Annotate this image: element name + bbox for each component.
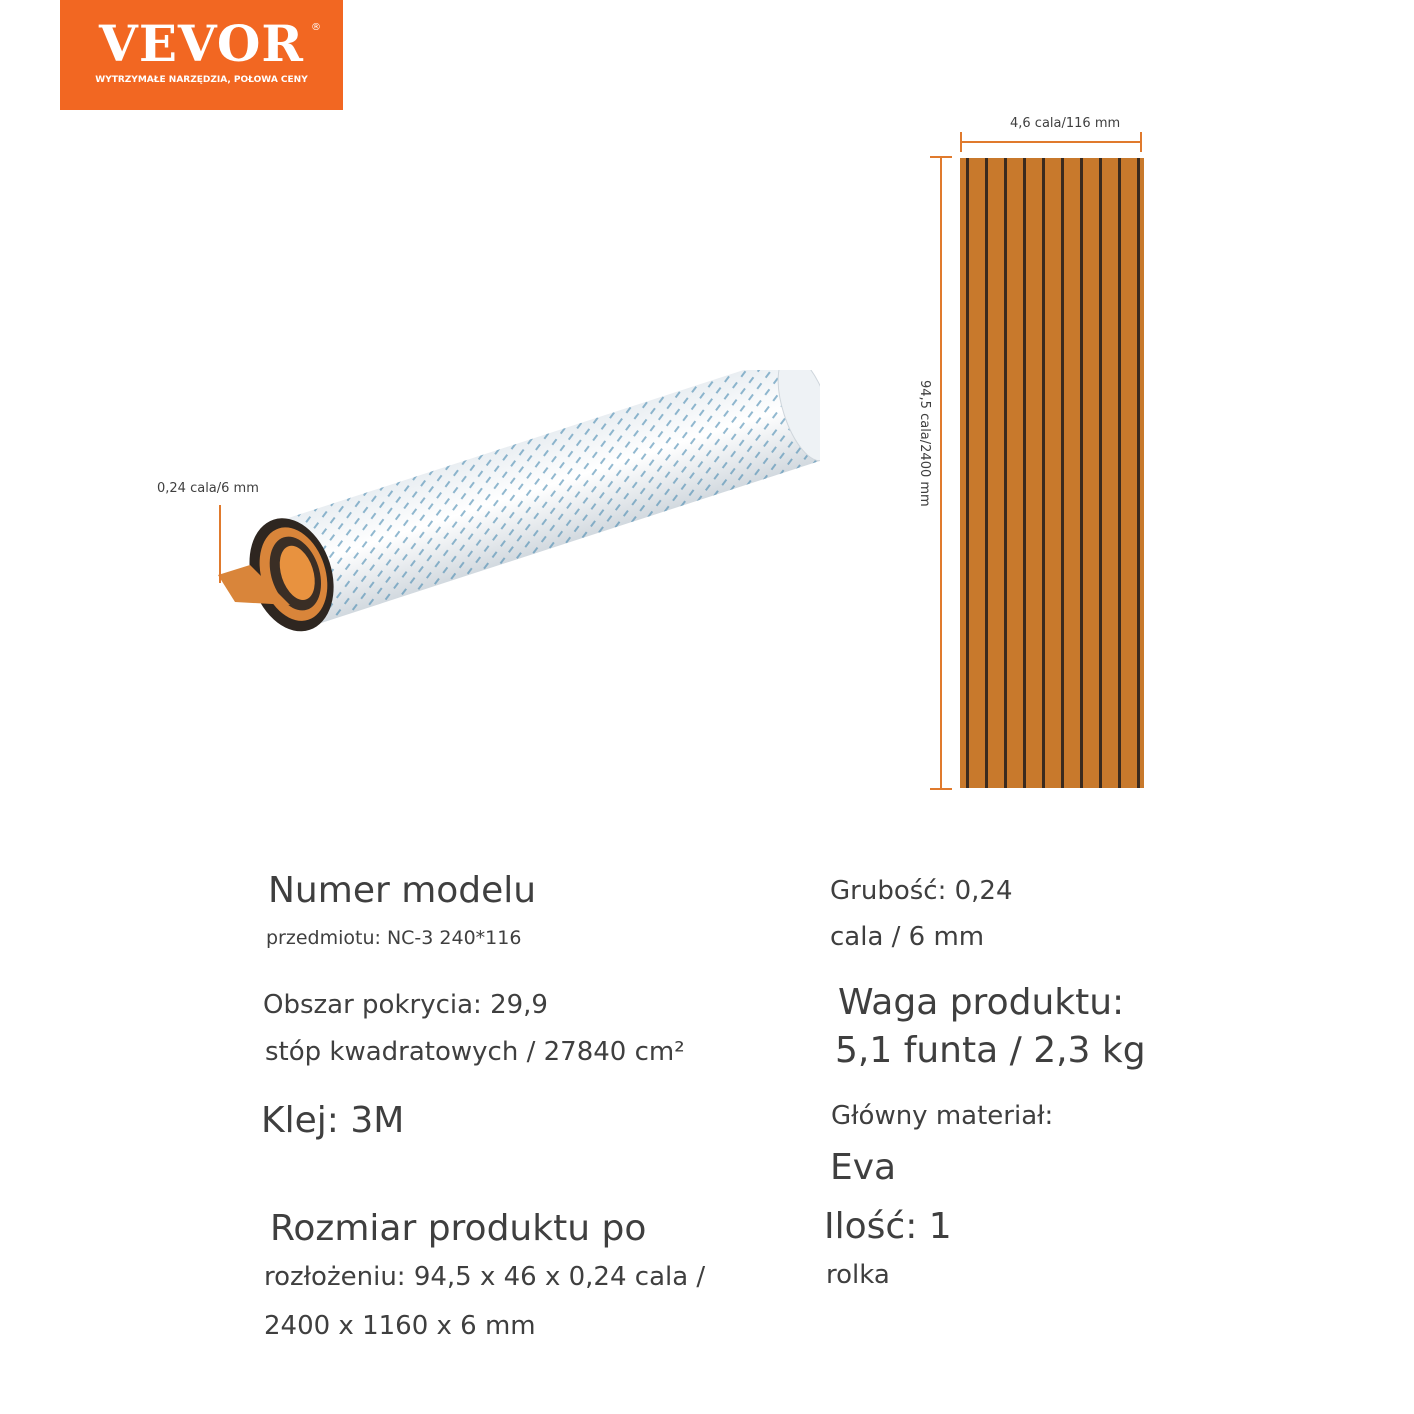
rolled-mat-illustration <box>140 370 820 670</box>
weight-value: 5,1 funta / 2,3 kg <box>835 1030 1146 1071</box>
thickness-dimension: 0,24 cala/6 mm <box>157 481 259 496</box>
adhesive-spec: Klej: 3M <box>261 1100 405 1141</box>
unfolded-size-mm: 2400 x 1160 x 6 mm <box>264 1311 536 1341</box>
quantity-label: Ilość: 1 <box>824 1206 952 1247</box>
quantity-value: rolka <box>826 1260 890 1290</box>
thickness-value: cala / 6 mm <box>830 922 985 952</box>
width-dimension: 4,6 cala/116 mm <box>1010 116 1121 131</box>
teak-panel-illustration <box>960 158 1144 788</box>
width-marker <box>958 128 1144 154</box>
vevor-logo <box>60 0 343 110</box>
model-number-value: przedmiotu: NC-3 240*116 <box>266 927 522 949</box>
thickness-marker <box>219 505 221 583</box>
unfolded-size-inches: rozłożeniu: 94,5 x 46 x 0,24 cala / <box>264 1262 706 1292</box>
thickness-label: Grubość: 0,24 <box>830 876 1013 906</box>
weight-label: Waga produktu: <box>838 982 1125 1023</box>
main-material-label: Główny materiał: <box>831 1101 1054 1131</box>
registered-mark: ® <box>311 22 321 33</box>
coverage-area-value: stóp kwadratowych / 27840 cm² <box>265 1037 685 1067</box>
logo-wordmark: VEVOR <box>99 14 304 73</box>
unfolded-size-label: Rozmiar produktu po <box>270 1208 647 1249</box>
logo-tagline: WYTRZYMAŁE NARZĘDZIA, POŁOWA CENY <box>95 75 308 85</box>
coverage-area-label: Obszar pokrycia: 29,9 <box>263 990 548 1020</box>
main-material-value: Eva <box>830 1147 897 1188</box>
length-dimension: 94,5 cala/2400 mm <box>917 380 932 507</box>
model-number-label: Numer modelu <box>268 870 537 911</box>
